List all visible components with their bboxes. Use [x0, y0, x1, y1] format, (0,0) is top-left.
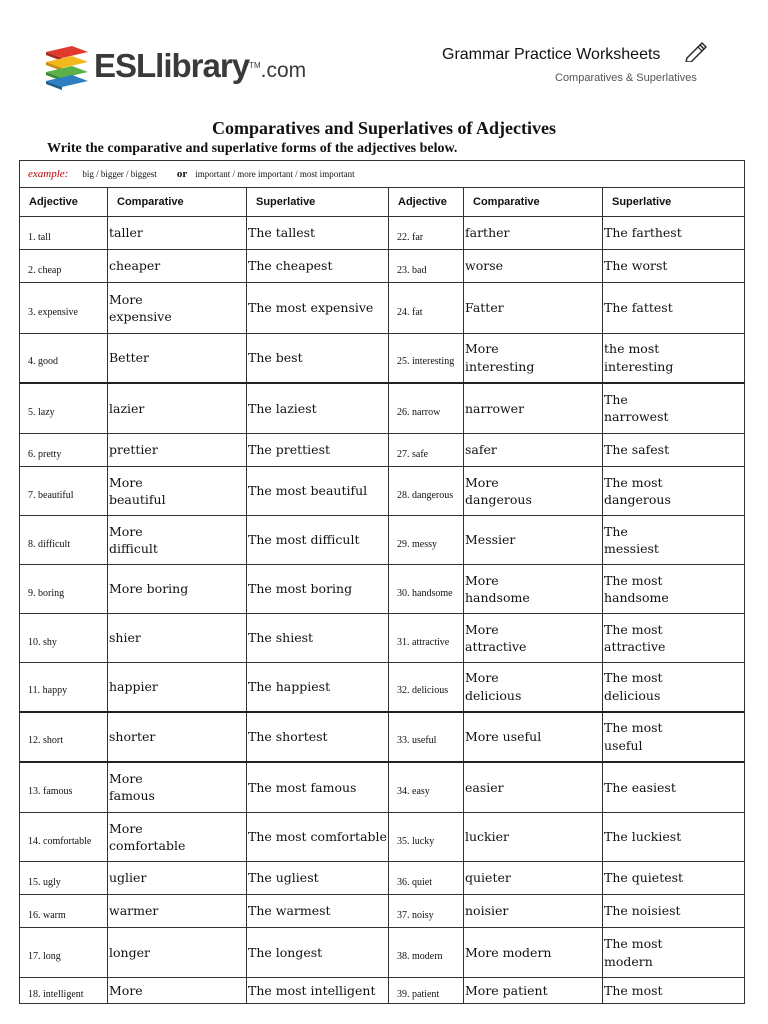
superlative-cell: The ugliest [247, 862, 389, 895]
superlative-cell: The shiest [247, 614, 389, 663]
comparative-cell: lazier [108, 383, 247, 434]
comparative-cell: happier [108, 663, 247, 712]
table-row [20, 250, 745, 283]
superlative-cell: The most useful [603, 712, 745, 762]
superlative-cell: The most intelligent [247, 978, 389, 1004]
table-row [20, 862, 745, 895]
superlative-cell: The most expensive [247, 283, 389, 334]
adjective-cell: 38. modern [389, 928, 464, 978]
adjective-cell: 24. fat [389, 283, 464, 334]
comparative-cell: More [108, 978, 247, 1004]
superlative-cell: The most dangerous [603, 467, 745, 516]
adjective-cell: 16. warm [20, 895, 108, 928]
comparative-cell: quieter [464, 862, 603, 895]
table-row [20, 434, 745, 467]
superlative-cell: The tallest [247, 217, 389, 250]
comparative-cell: luckier [464, 813, 603, 862]
superlative-cell: The worst [603, 250, 745, 283]
table-row [20, 712, 745, 762]
adjective-cell: 8. difficult [20, 516, 108, 565]
adjective-cell: 33. useful [389, 712, 464, 762]
table-row [20, 565, 745, 614]
comparative-cell: More comfortable [108, 813, 247, 862]
superlative-cell: The most delicious [603, 663, 745, 712]
superlative-cell: The easiest [603, 762, 745, 813]
col-header-comparative: Comparative [464, 188, 603, 217]
example-row [20, 161, 745, 188]
col-header-superlative: Superlative [603, 188, 745, 217]
adjective-cell: 36. quiet [389, 862, 464, 895]
superlative-cell: The most modern [603, 928, 745, 978]
adjective-cell: 34. easy [389, 762, 464, 813]
worksheet-instructions: Write the comparative and superlative forms of the adjectives below. [47, 141, 458, 156]
table-row [20, 895, 745, 928]
adjective-cell: 28. dangerous [389, 467, 464, 516]
header-row [20, 188, 745, 217]
comparative-cell: More delicious [464, 663, 603, 712]
adjective-cell: 31. attractive [389, 614, 464, 663]
adjective-cell: 10. shy [20, 614, 108, 663]
table-row [20, 383, 745, 434]
example-or: or [176, 168, 188, 180]
adjective-cell: 5. lazy [20, 383, 108, 434]
superlative-cell: The warmest [247, 895, 389, 928]
answers-table [19, 160, 745, 1004]
example-2: important / more important / most important [195, 169, 355, 179]
adjective-cell: 27. safe [389, 434, 464, 467]
comparative-cell: More famous [108, 762, 247, 813]
adjective-cell: 37. noisy [389, 895, 464, 928]
adjective-cell: 12. short [20, 712, 108, 762]
superlative-cell: The quietest [603, 862, 745, 895]
superlative-cell: The most comfortable [247, 813, 389, 862]
table-row [20, 663, 745, 712]
adjective-cell: 11. happy [20, 663, 108, 712]
comparative-cell: Messier [464, 516, 603, 565]
col-header-adjective: Adjective [20, 188, 108, 217]
superlative-cell: The prettiest [247, 434, 389, 467]
table-row [20, 217, 745, 250]
table-row [20, 928, 745, 978]
comparative-cell: noisier [464, 895, 603, 928]
adjective-cell: 3. expensive [20, 283, 108, 334]
comparative-cell: narrower [464, 383, 603, 434]
col-header-comparative: Comparative [108, 188, 247, 217]
comparative-cell: cheaper [108, 250, 247, 283]
header-subtitle: Comparatives & Superlatives [555, 72, 697, 84]
comparative-cell: More dangerous [464, 467, 603, 516]
comparative-cell: Better [108, 334, 247, 383]
superlative-cell: The laziest [247, 383, 389, 434]
superlative-cell: The most [603, 978, 745, 1004]
superlative-cell: The most difficult [247, 516, 389, 565]
adjective-cell: 32. delicious [389, 663, 464, 712]
comparative-cell: uglier [108, 862, 247, 895]
page-header [0, 0, 768, 110]
adjective-cell: 13. famous [20, 762, 108, 813]
esl-library-logo [42, 44, 307, 92]
logo-com-text: .com [260, 59, 307, 82]
example-cell [20, 161, 745, 188]
superlative-cell: The safest [603, 434, 745, 467]
adjective-cell: 35. lucky [389, 813, 464, 862]
comparative-cell: More boring [108, 565, 247, 614]
adjective-cell: 29. messy [389, 516, 464, 565]
logo-trademark: TM [249, 61, 261, 70]
comparative-cell: farther [464, 217, 603, 250]
adjective-cell: 22. far [389, 217, 464, 250]
comparative-cell: More expensive [108, 283, 247, 334]
adjective-cell: 2. cheap [20, 250, 108, 283]
comparative-cell: warmer [108, 895, 247, 928]
adjective-cell: 15. ugly [20, 862, 108, 895]
comparative-cell: Fatter [464, 283, 603, 334]
pencil-icon [684, 40, 708, 62]
table-row [20, 813, 745, 862]
books-stack-icon [42, 44, 92, 90]
adjective-cell: 7. beautiful [20, 467, 108, 516]
adjective-cell: 18. intelligent [20, 978, 108, 1004]
adjective-cell: 4. good [20, 334, 108, 383]
superlative-cell: The noisiest [603, 895, 745, 928]
comparative-cell: More patient [464, 978, 603, 1004]
table-row [20, 762, 745, 813]
comparative-cell: prettier [108, 434, 247, 467]
worksheet-title: Comparatives and Superlatives of Adjectives [212, 118, 556, 138]
logo-wordmark [94, 46, 306, 91]
superlative-cell: The messiest [603, 516, 745, 565]
superlative-cell: The happiest [247, 663, 389, 712]
superlative-cell: The most beautiful [247, 467, 389, 516]
comparative-cell: More interesting [464, 334, 603, 383]
comparative-cell: longer [108, 928, 247, 978]
table-row [20, 334, 745, 383]
comparative-cell: shorter [108, 712, 247, 762]
superlative-cell: The most attractive [603, 614, 745, 663]
adjective-cell: 26. narrow [389, 383, 464, 434]
superlative-cell: The cheapest [247, 250, 389, 283]
adjective-cell: 17. long [20, 928, 108, 978]
superlative-cell: The farthest [603, 217, 745, 250]
superlative-cell: The longest [247, 928, 389, 978]
comparative-cell: shier [108, 614, 247, 663]
table-row [20, 467, 745, 516]
superlative-cell: The shortest [247, 712, 389, 762]
table-row [20, 516, 745, 565]
adjective-cell: 39. patient [389, 978, 464, 1004]
superlative-cell: The luckiest [603, 813, 745, 862]
adjective-cell: 25. interesting [389, 334, 464, 383]
superlative-cell: The most boring [247, 565, 389, 614]
table-row [20, 978, 745, 1004]
superlative-cell: The best [247, 334, 389, 383]
example-1: big / bigger / biggest [82, 169, 157, 179]
adjective-cell: 9. boring [20, 565, 108, 614]
comparative-cell: More modern [464, 928, 603, 978]
adjective-cell: 30. handsome [389, 565, 464, 614]
superlative-cell: the most interesting [603, 334, 745, 383]
example-label: example: [28, 168, 69, 180]
adjective-cell: 23. bad [389, 250, 464, 283]
comparative-cell: More useful [464, 712, 603, 762]
col-header-superlative: Superlative [247, 188, 389, 217]
comparative-cell: More attractive [464, 614, 603, 663]
superlative-cell: The most handsome [603, 565, 745, 614]
logo-main-text: ESLlibrary [94, 47, 250, 84]
comparative-cell: More difficult [108, 516, 247, 565]
col-header-adjective: Adjective [389, 188, 464, 217]
comparative-cell: worse [464, 250, 603, 283]
superlative-cell: The fattest [603, 283, 745, 334]
header-title: Grammar Practice Worksheets [442, 46, 661, 63]
adjective-cell: 14. comfortable [20, 813, 108, 862]
comparative-cell: More handsome [464, 565, 603, 614]
superlative-cell: The narrowest [603, 383, 745, 434]
comparative-cell: More beautiful [108, 467, 247, 516]
adjective-cell: 6. pretty [20, 434, 108, 467]
comparative-cell: safer [464, 434, 603, 467]
table-row [20, 283, 745, 334]
superlative-cell: The most famous [247, 762, 389, 813]
table-row [20, 614, 745, 663]
comparative-cell: easier [464, 762, 603, 813]
adjective-cell: 1. tall [20, 217, 108, 250]
comparative-cell: taller [108, 217, 247, 250]
